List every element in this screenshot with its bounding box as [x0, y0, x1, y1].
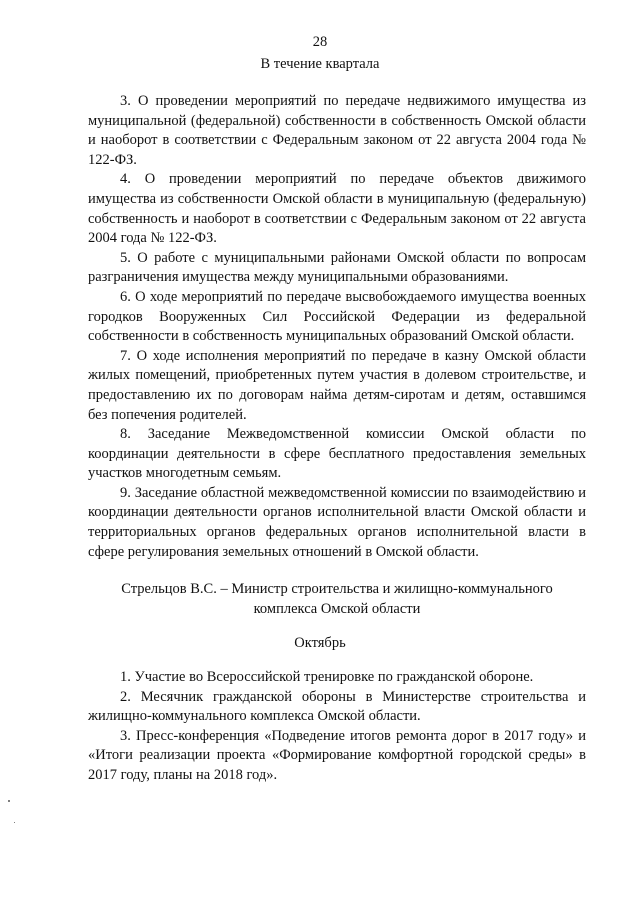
list-item: 9. Заседание областной межведомственной комиссии по взаимодействию и координации деятельности органов исполнительной власти Омской области и территориальных органов федеральных органов исполнительной власти в сфере регулирования земельных отношений в Омской области. [88, 484, 586, 560]
october-items-list [88, 668, 586, 786]
page-number: 28 [312, 34, 328, 50]
scan-speck [8, 800, 10, 802]
list-item: 8. Заседание Межведомственной комиссии Омской области по координации деятельности в сфере бесплатного предоставления земельных участков многодетным семьям. [88, 426, 586, 482]
list-item: 4. О проведении мероприятий по передаче объектов движимого имущества из собственности Омской области в муниципальную (федеральную) собственность и наоборот в соответствии с Федеральным законом от 22 августа 2004 года № 122-ФЗ. [88, 171, 586, 247]
responsible-person: Стрельцов В.С. – Министр строительства и жилищно-коммунального комплекса Омской области [121, 581, 553, 617]
list-item: 3. О проведении мероприятий по передаче недвижимого имущества из муниципальной (федеральной) собственности в собственность Омской области и наоборот в соответствии с Федеральным законом от 22 августа 2004 года № 122-ФЗ. [88, 93, 586, 168]
list-item: 5. О работе с муниципальными районами Омской области по вопросам разграничения имущества между муниципальными образованиями. [88, 249, 586, 286]
list-item: 2. Месячник гражданской обороны в Министерстве строительства и жилищно-коммунального комплекса Омской области. [88, 688, 586, 725]
list-item: 3. Пресс-конференция «Подведение итогов ремонта дорог в 2017 году» и «Итоги реализации проекта «Формирование комфортной городской среды» в 2017 году, планы на 2018 год». [88, 727, 586, 783]
list-item: 1. Участие во Всероссийской тренировке по гражданской обороне. [120, 669, 534, 685]
section-heading-quarter: В течение квартала [260, 56, 380, 72]
section-heading-october: Октябрь [294, 635, 346, 651]
list-item: 7. О ходе исполнения мероприятий по передаче в казну Омской области жилых помещений, приобретенных путем участия в долевом строительстве, и предоставлению их по договорам найма детям-сиротам и детям, оставшимся без попечения родителей. [88, 347, 586, 423]
scan-speck [14, 822, 15, 823]
list-item: 6. О ходе мероприятий по передаче высвобождаемого имущества военных городков Вооруженных Сил Российской Федерации из федеральной собственности в собственность муниципальных образований Омской области. [88, 288, 586, 345]
quarter-items-list [88, 92, 586, 562]
